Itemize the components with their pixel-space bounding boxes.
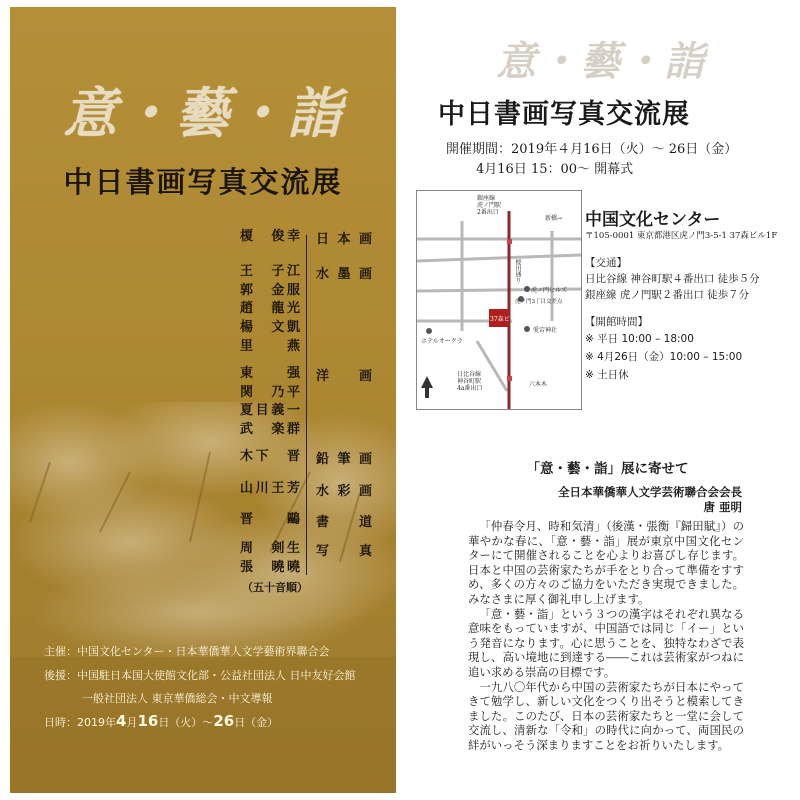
artist-group-calligraphy xyxy=(240,511,300,530)
transport-heading: 【交通】 xyxy=(585,257,627,269)
support-text-1: 後援：中国駐日本国大使館文化部・公益社団法人 日中友好会館 xyxy=(44,669,356,682)
artist-name: 趙 龍光 xyxy=(240,301,300,317)
letter-title: 「意・藝・詣」展に寄せて xyxy=(526,461,689,477)
artist-name: 木下 晋 xyxy=(240,449,300,464)
artist-group-photo xyxy=(240,540,300,577)
opening-ceremony: 4月16日 15：00〜 開幕式 xyxy=(476,162,634,177)
artist-name: 王 子江 xyxy=(240,264,300,279)
artist-name: 郭 金服 xyxy=(240,282,300,298)
genre-label: 鉛筆画 xyxy=(316,452,372,467)
genre-label: 写真 xyxy=(316,544,372,559)
author-name: 唐 亜明 xyxy=(703,500,742,514)
map-label-shinbashi: 新橋→ xyxy=(545,215,563,222)
map-label-atago: 愛宕神社 xyxy=(533,327,558,334)
letter-paragraph: 「意・藝・詣」という３つの漢字はそれぞれ異なる意味をもっていますが、中国語では同じ「イー」という発音になります。心に思うことを、独特なわざで表現し、高い境地に到達する――これは芸術家がつねに追い求める崇高の目標です。 xyxy=(468,606,744,679)
support-text-2: 一般社団法人 東京華僑総会・中文導報 xyxy=(82,692,273,705)
access-map xyxy=(416,190,582,410)
venue-address: 〒105-0001 東京都港区虎ノ門3-5-1 37森ビル1F xyxy=(585,231,778,241)
map-label-roppongi: 六本木 xyxy=(529,381,548,388)
artist-name: 里 燕 xyxy=(240,338,300,354)
artist-name: 榎 俊幸 xyxy=(240,229,300,244)
poster-panel xyxy=(10,7,396,793)
transport-line-1: 日比谷線 神谷町駅４番出口 徒歩５分 xyxy=(585,273,760,285)
artist-name: 武 楽群 xyxy=(240,422,300,438)
map-label-hills: 虎ノ門ヒルズ xyxy=(531,287,567,294)
order-note: （五十音順） xyxy=(242,581,308,594)
map-label-crossing: 虎ノ門3丁目交差点 xyxy=(515,299,563,305)
map-label-station-top: 銀座線 虎ノ門駅 2番出口 xyxy=(477,195,502,216)
map-label-building: 37森ビル xyxy=(490,316,516,323)
artist-group-watercolor xyxy=(240,480,300,499)
genre-label: 洋画 xyxy=(316,369,372,384)
artist-group-nihonga xyxy=(240,228,300,247)
artist-name: 夏目義一 xyxy=(240,403,300,419)
author-organization: 全日本華僑華人文学芸術聯合会会長 xyxy=(558,485,742,499)
genre-label: 日本画 xyxy=(316,232,372,247)
artist-name: 晋 鷗 xyxy=(240,512,300,527)
artist-name: 周 剣生 xyxy=(240,541,300,556)
map-label-sakurada: 桜田通り xyxy=(514,259,521,283)
artist-name: 関 乃平 xyxy=(240,384,300,400)
letter-author-block xyxy=(558,485,742,515)
organizer-text: 主催：中国文化センター・日本華僑華人文学藝術界聯合会 xyxy=(44,645,330,658)
artist-group-yoga xyxy=(240,365,300,440)
hours-line-3: ※ 土日休 xyxy=(585,369,629,381)
artist-group-suibokuga xyxy=(240,263,300,357)
letter-paragraph: 「仲春令月、時和気清」（後漢・張衡『歸田賦』）の華やかな春に、「意・藝・詣」展が東京中国文化センターにて開催されることを心よりお喜びし存じます。日本と中国の芸術家たちが手をとり合って準備をすすめ、多くの方々のご協力をいただき実現できました。みなさまに厚く御礼申し上げます。 xyxy=(468,519,744,606)
genre-label: 水彩画 xyxy=(316,484,372,499)
calligraphy-title: 意・藝・詣 xyxy=(63,81,343,145)
transport-line-2: 銀座線 虎ノ門駅２番出口 徒歩７分 xyxy=(585,289,750,301)
letter-body xyxy=(468,519,744,753)
hours-heading: 【開館時間】 xyxy=(585,316,648,328)
map-label-station-bottom: 日比谷線 神谷町駅 4a番出口 xyxy=(457,371,483,392)
exhibition-dates: 日時：2019年4月16日（火）～26日（金） xyxy=(44,712,279,730)
exhibition-title: 中日書画写真交流展 xyxy=(63,165,343,199)
artist-name: 張 曉曉 xyxy=(240,559,300,575)
venue-name: 中国文化センター xyxy=(585,210,721,230)
exhibition-period: 開催期間：2019年４月16日（火）～ 26日（金） xyxy=(446,142,738,157)
exhibition-title: 中日書画写真交流展 xyxy=(438,99,690,130)
calligraphy-title-faint: 意・藝・詣 xyxy=(496,38,706,85)
divider-line xyxy=(306,235,307,575)
hours-line-2: ※ 4月26日（金）10:00 – 15:00 xyxy=(585,351,743,363)
map-label-hotel: ホテルオークラ xyxy=(421,338,463,345)
artist-name: 東 强 xyxy=(240,366,300,381)
artist-name: 楊 文凱 xyxy=(240,320,300,336)
hours-line-1: ※ 平日 10:00 – 18:00 xyxy=(585,333,694,345)
artist-name: 山川王芳 xyxy=(240,481,300,496)
genre-label: 水墨画 xyxy=(316,267,372,282)
genre-label: 書道 xyxy=(316,515,372,530)
letter-paragraph: 一九八〇年代から中国の芸術家たちが日本にやってきて勉学し、新しい文化をつくり出そうと模索してきました。このたび、日本の芸術家たちと一堂に会して交流し、清新な「令和」の時代に向かって、両国民の絆がいっそう深まりますことをお祈りいたします。 xyxy=(468,679,744,752)
